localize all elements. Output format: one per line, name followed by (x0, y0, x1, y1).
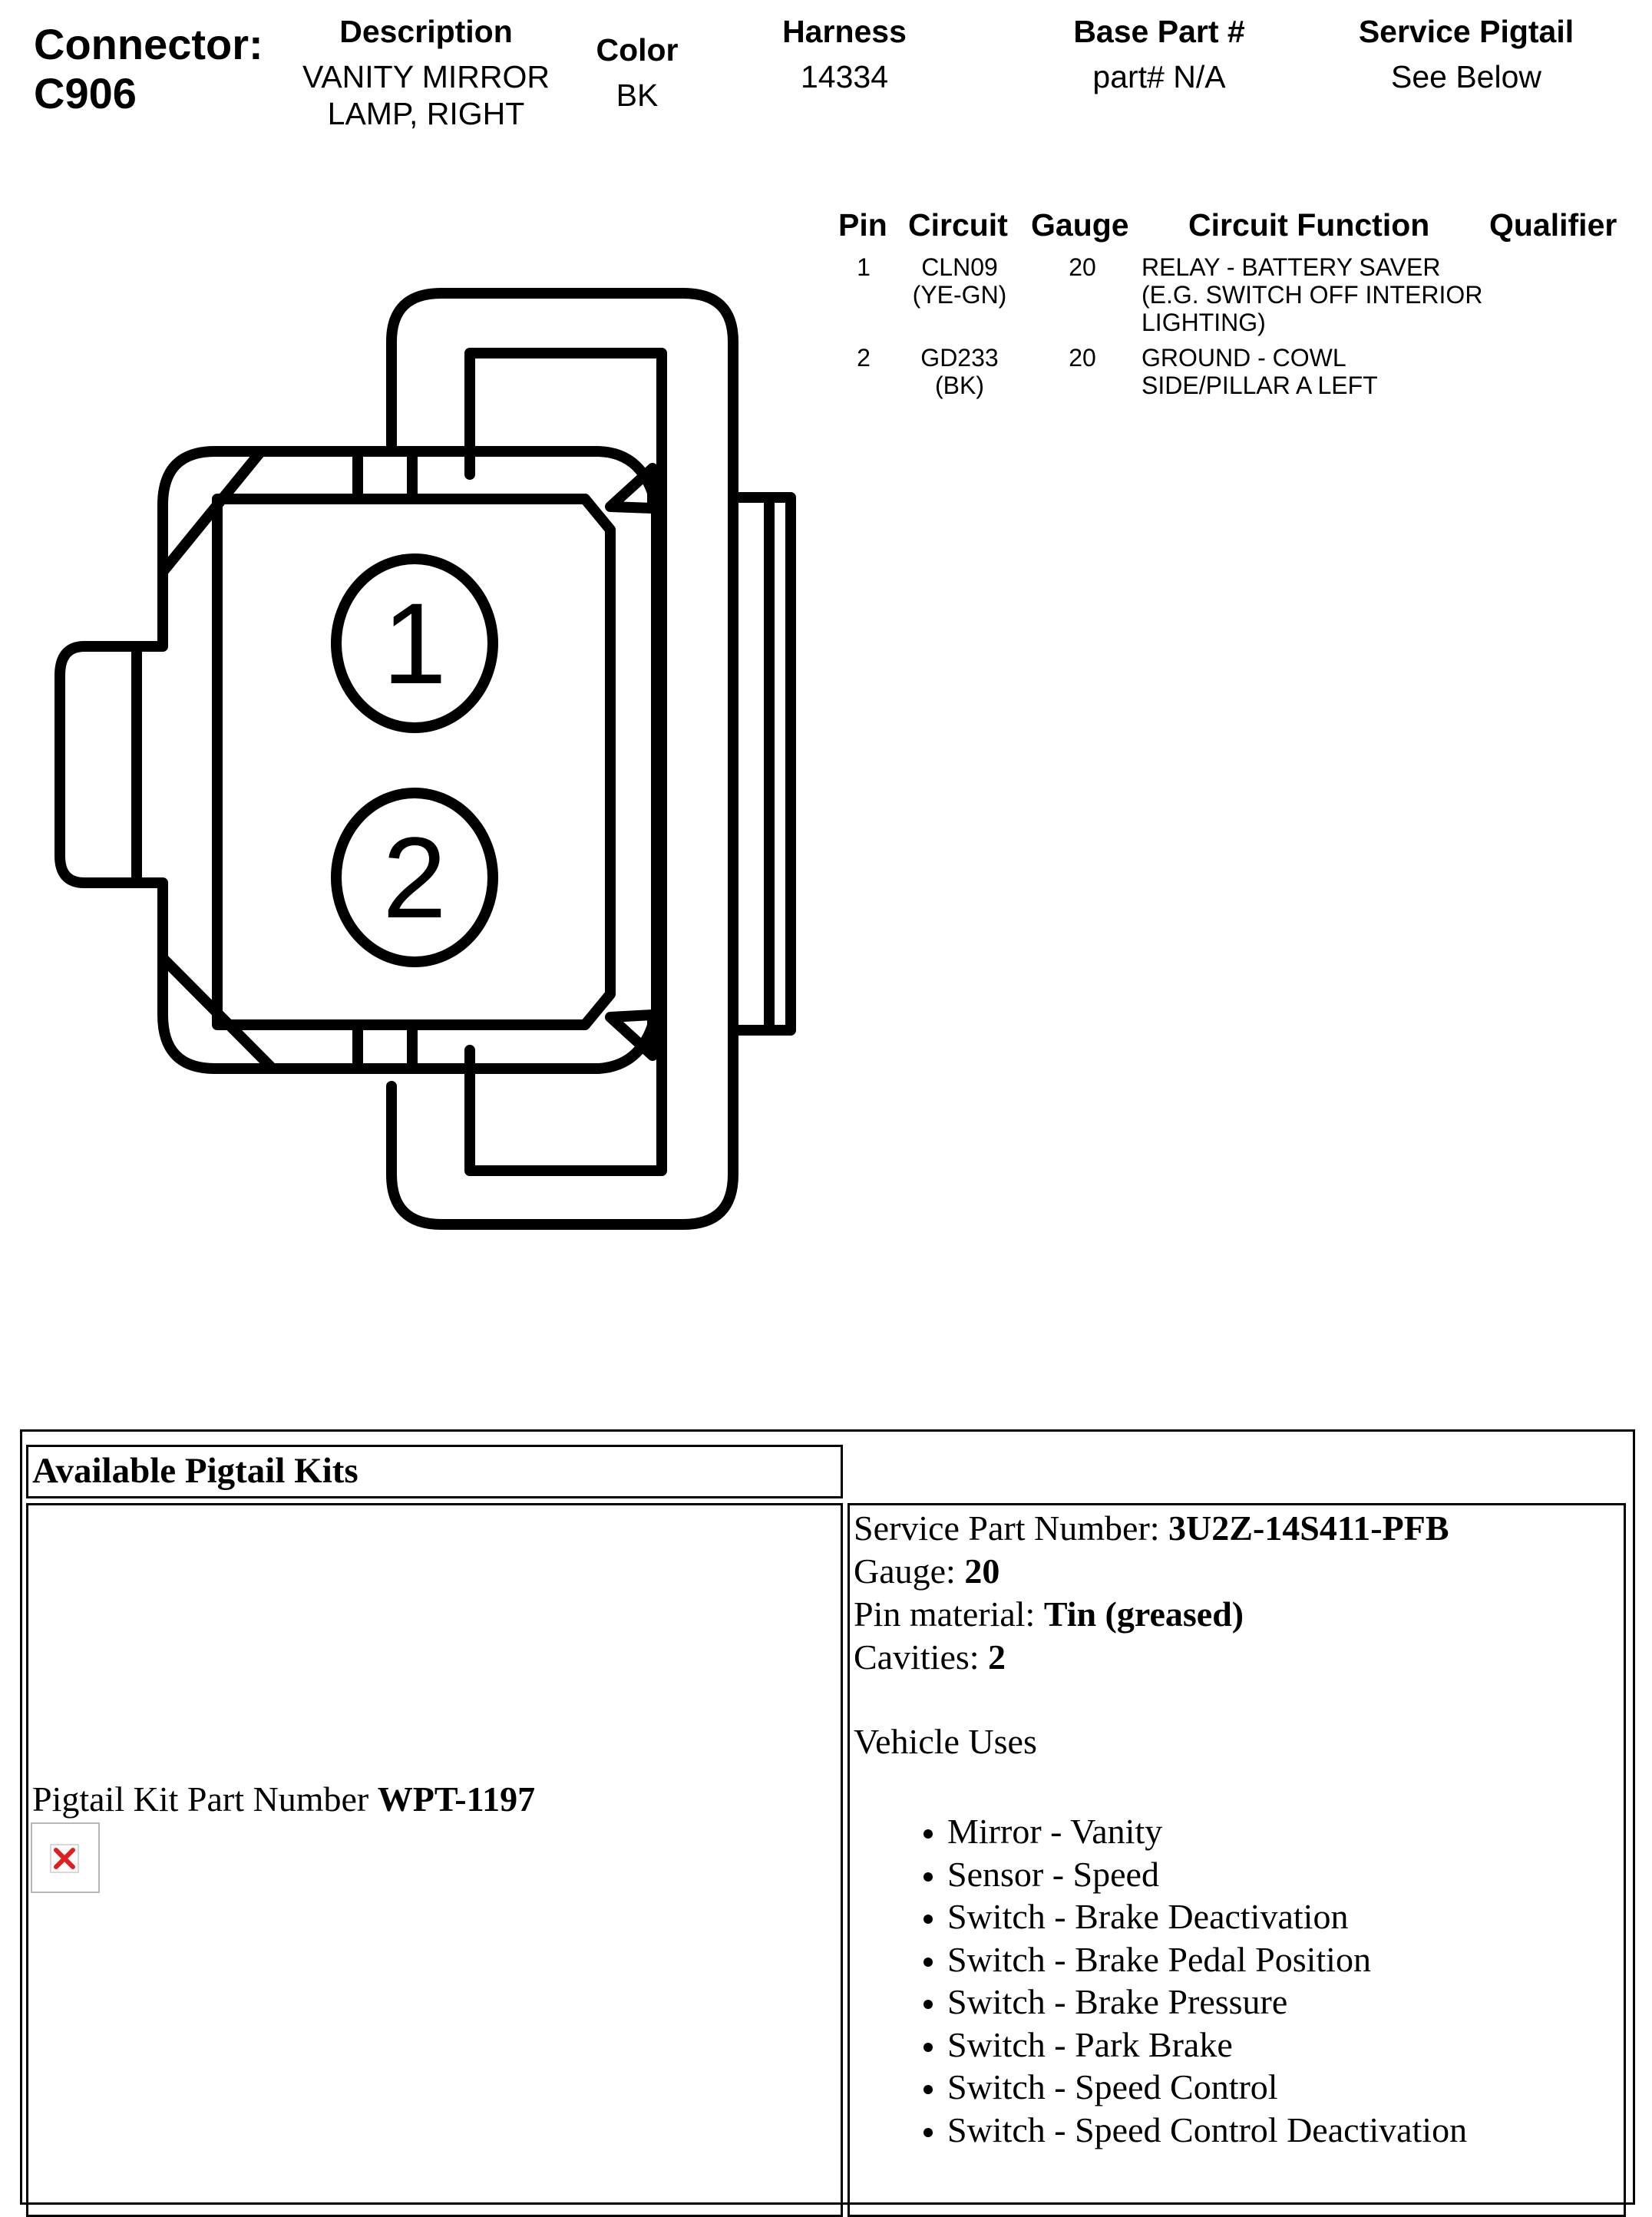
vehicle-uses-label: Vehicle Uses (854, 1722, 1037, 1761)
right-rib (733, 497, 791, 1030)
list-item: • Switch - Brake Deactivation (947, 1895, 1467, 1938)
gauge-line (854, 1550, 999, 1593)
harness-label: Harness (782, 14, 907, 49)
service-part-value: 3U2Z-14S411-PFB (1168, 1508, 1449, 1548)
row1-gauge: 20 (1069, 253, 1096, 281)
latch-hood-inner (470, 353, 662, 1171)
row2-function-2: SIDE/PILLAR A LEFT (1142, 372, 1378, 399)
cavities-line (854, 1636, 1006, 1679)
pin-material-label: Pin material: (854, 1594, 1044, 1634)
connector-body-outline (60, 451, 656, 1069)
pin-material-line (854, 1593, 1244, 1636)
cavities-label: Cavities: (854, 1637, 989, 1677)
pigtail-kit-label: Pigtail Kit Part Number (32, 1779, 378, 1819)
row2-circuit: GD233 (920, 344, 999, 372)
harness-value: 14334 (800, 59, 888, 94)
row2-gauge: 20 (1069, 344, 1096, 372)
service-pigtail-label: Service Pigtail (1358, 14, 1574, 49)
base-part-label: Base Part # (1073, 14, 1245, 49)
pigtail-kit-number: WPT-1197 (377, 1779, 536, 1819)
broken-image-icon (31, 1822, 100, 1893)
description-line1: VANITY MIRROR (302, 59, 550, 94)
cavities-value: 2 (988, 1637, 1006, 1677)
color-label: Color (596, 32, 679, 68)
list-item: • Switch - Speed Control (947, 2066, 1467, 2109)
list-item: • Switch - Speed Control Deactivation (947, 2109, 1467, 2152)
pin-1-label: 1 (382, 579, 447, 708)
row2-function-1: GROUND - COWL (1142, 344, 1346, 372)
gauge-header: Gauge (1031, 207, 1129, 243)
list-item: • Switch - Park Brake (947, 2024, 1467, 2067)
connector-face-diagram (0, 0, 844, 1259)
pin-material-value: Tin (greased) (1043, 1594, 1244, 1634)
pigtail-title: Available Pigtail Kits (32, 1451, 358, 1491)
row1-function-1: RELAY - BATTERY SAVER (1142, 253, 1441, 281)
circuit-header: Circuit (908, 207, 1008, 243)
row1-function-2: (E.G. SWITCH OFF INTERIOR (1142, 281, 1483, 309)
row1-circuit: CLN09 (921, 253, 998, 281)
row1-function-3: LIGHTING) (1142, 309, 1266, 336)
service-part-label: Service Part Number: (854, 1508, 1169, 1548)
list-item: • Switch - Brake Pressure (947, 1981, 1467, 2024)
row2-circuit-color: (BK) (935, 372, 984, 399)
color-value: BK (616, 78, 659, 113)
pigtail-kit-cell (26, 1503, 843, 2217)
base-part-value: part# N/A (1092, 59, 1226, 94)
row1-circuit-color: (YE-GN) (912, 281, 1007, 309)
row1-pin: 1 (857, 253, 871, 281)
function-header: Circuit Function (1188, 207, 1430, 243)
row2-pin: 2 (857, 344, 871, 372)
list-item: • Mirror - Vanity (947, 1810, 1467, 1853)
pigtail-kit-line (32, 1778, 535, 1821)
vehicle-uses-list (847, 1810, 1467, 2151)
pin-2-label: 2 (382, 813, 447, 942)
list-item: • Sensor - Speed (947, 1853, 1467, 1896)
description-line2: LAMP, RIGHT (327, 96, 525, 131)
connector-face-inner (217, 499, 610, 1025)
gauge-value: 20 (964, 1551, 1000, 1591)
broken-image-x-icon (32, 1824, 98, 1892)
connector-label: Connector: (34, 20, 263, 68)
gauge-label: Gauge: (854, 1551, 965, 1591)
pin-header: Pin (838, 207, 887, 243)
description-label: Description (339, 14, 513, 49)
qualifier-header: Qualifier (1489, 207, 1617, 243)
service-pigtail-value: See Below (1390, 59, 1541, 94)
list-item: • Switch - Brake Pedal Position (947, 1938, 1467, 1981)
latch-hood-outer-path (392, 293, 733, 1224)
service-part-line (854, 1507, 1449, 1550)
connector-id: C906 (34, 69, 137, 117)
